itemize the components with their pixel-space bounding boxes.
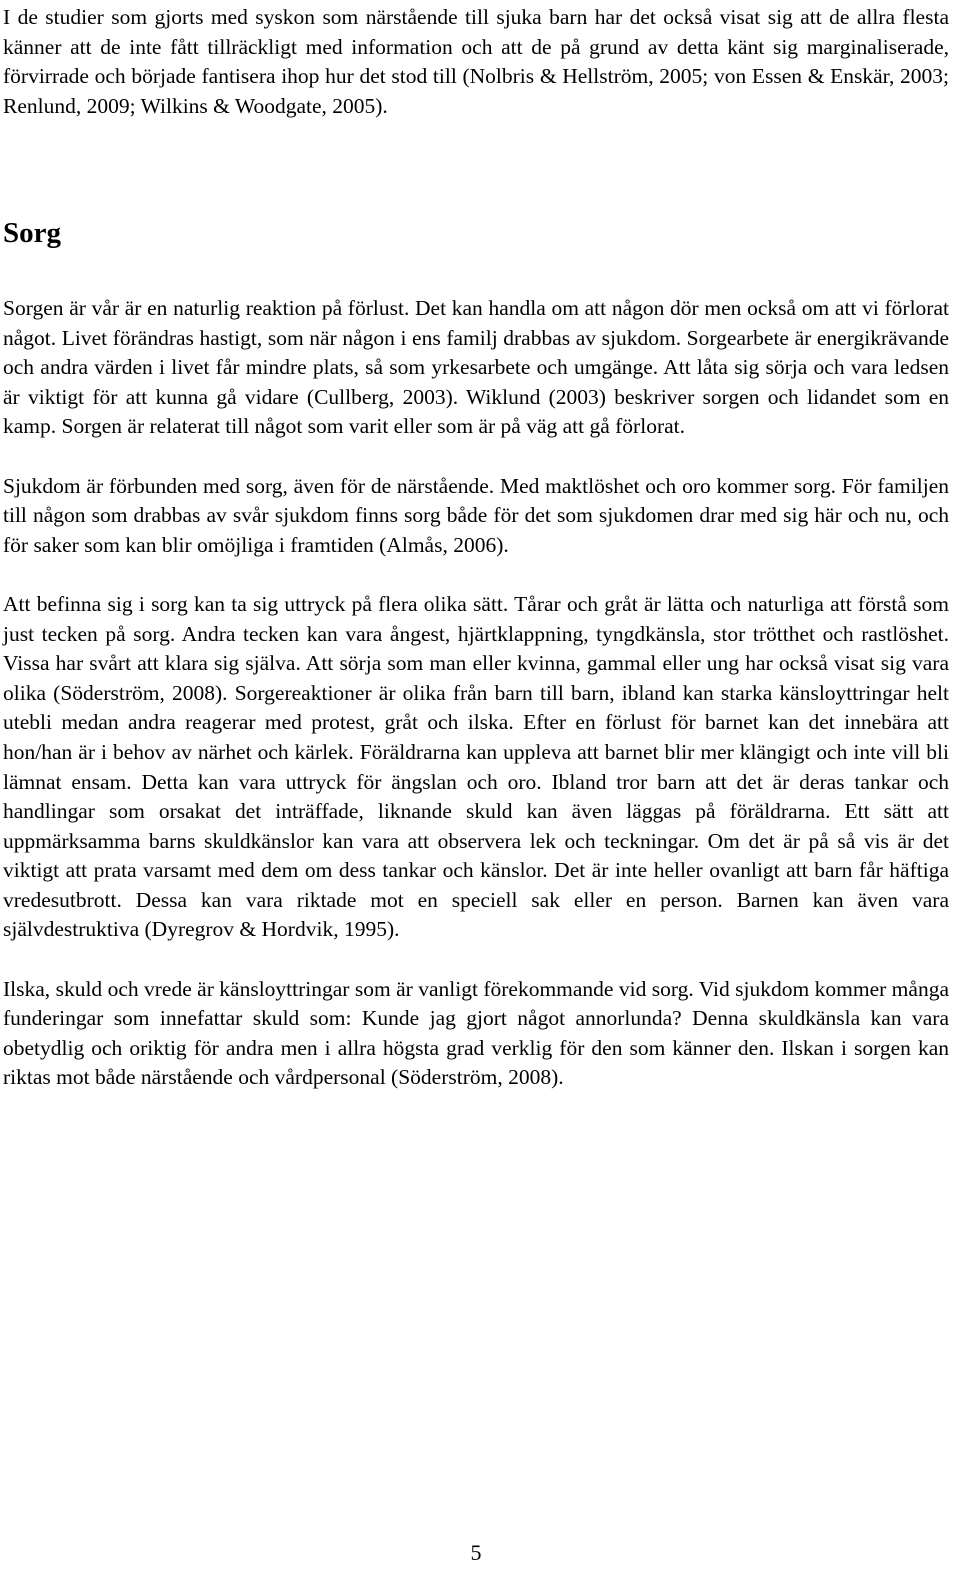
paragraph-illness-and-grief: Sjukdom är förbunden med sorg, även för de närstående. Med maktlöshet och oro kommer sorg. För familjen till någon som drabbas av svår sjukdom finns sorg både för det som sjukdomen drar med sig här och nu, och för saker som kan blir omöjliga i framtiden (Almås, 2006). [3,473,949,557]
section-heading: Sorg [3,217,61,249]
section-body [3,294,949,1093]
paragraph-anger-guilt: Ilska, skuld och vrede är känsloyttringar som är vanligt förekommande vid sorg. Vid sjukdom kommer många funderingar som innefattar skuld som: Kunde jag gjort något annorlunda? Denna skuldkänsla kan vara obetydlig och oriktig för andra men i allra högsta grad verklig för den som känner den. Ilskan i sorgen kan riktas mot både närstående och vårdpersonal (Söderström, 2008). [3,976,949,1090]
intro-paragraph: I de studier som gjorts med syskon som närstående till sjuka barn har det också visat sig att de allra flesta känner att de inte fått tillräckligt med information och att de på grund av detta känt sig marginaliserade, förvirrade och började fantisera ihop hur det stod till (Nolbris & Hellström, 2005; von Essen & Enskär, 2003; Renlund, 2009; Wilkins & Woodgate, 2005). [3,5,949,118]
document-page [3,0,949,1587]
page-number: 5 [470,1540,482,1565]
paragraph-grief-expressions: Att befinna sig i sorg kan ta sig uttryck på flera olika sätt. Tårar och gråt är lätta och naturliga att förstå som just tecken på sorg. Andra tecken kan vara ångest, hjärtklappning, tyngdkänsla, stor trötthet och rastlöshet. Vissa har svårt att klara sig själva. Att sörja som man eller kvinna, gammal eller ung har också visat sig vara olika (Söderström, 2008). Sorgereaktioner är olika från barn till barn, ibland kan starka känsloyttringar helt utebli medan andra reagerar med protest, gråt och ilska. Efter en förlust för barnet kan det innebära att hon/han är i behov av närhet och kärlek. Föräldrarna kan uppleva att barnet blir mer klängigt och inte vill bli lämnat ensam. Detta kan vara uttryck för ängslan och oro. Ibland tror barn att det är deras tankar och handlingar som orsakat det inträffade, liknande skuld kan även läggas på föräldrarna. Ett sätt att uppmärksamma barns skuldkänslor kan vara att observera lek och teckningar. Om det är på så vis är det viktigt att prata varsamt med dem om dess tankar och känslor. Det är inte heller ovanligt att barn får häftiga vredesutbrott. Dessa kan vara riktade mot en speciell sak eller en person. Barnen kan även vara självdestruktiva (Dyregrov & Hordvik, 1995). [3,591,949,942]
paragraph-grief-definition: Sorgen är vår är en naturlig reaktion på förlust. Det kan handla om att någon dör men också om att vi förlorat något. Livet förändras hastigt, som när någon i ens familj drabbas av sjukdom. Sorgearbete är energikrävande och andra värden i livet får mindre plats, så som yrkesarbete och umgänge. Att låta sig sörja och vara ledsen är viktigt för att kunna gå vidare (Cullberg, 2003). Wiklund (2003) beskriver sorgen och lidandet som en kamp. Sorgen är relaterat till något som varit eller som är på väg att gå förlorat. [3,296,949,439]
